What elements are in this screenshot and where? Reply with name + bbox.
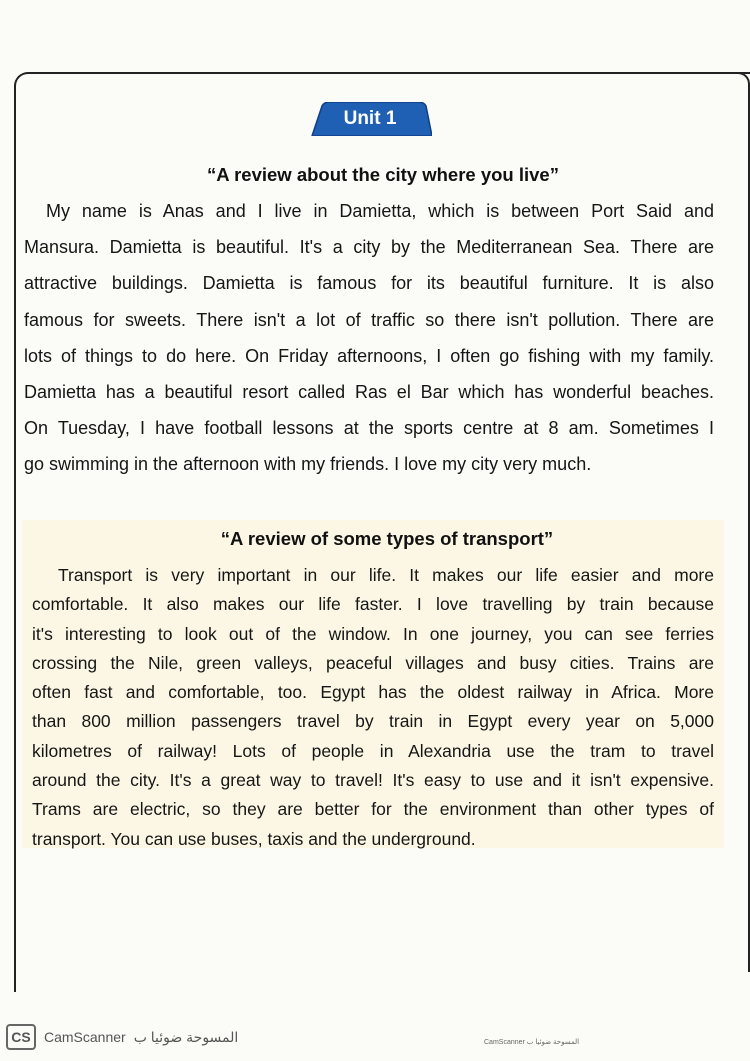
section1-line: attractive buildings. Damietta is famous for its beautiful furniture. It is also — [24, 273, 714, 294]
section2-line: crossing the Nile, green valleys, peaceful villages and busy cities. Trains are — [32, 652, 714, 673]
section1-line: Mansura. Damietta is beautiful. It's a city by the Mediterranean Sea. There are — [24, 237, 714, 258]
section1-line: On Tuesday, I have football lessons at the sports centre at 8 am. Sometimes I — [24, 418, 714, 439]
unit-tab — [308, 102, 432, 136]
section1-line: go swimming in the afternoon with my friends. I love my city very much. — [24, 454, 592, 475]
section1-line: lots of things to do here. On Friday afternoons, I often go fishing with my family. — [24, 345, 714, 366]
section2-line: kilometres of railway! Lots of people in Alexandria use the tram to travel — [32, 740, 714, 761]
section2-line: transport. You can use buses, taxis and the underground. — [32, 828, 476, 849]
section2-line: often fast and comfortable, too. Egypt has the oldest railway in Africa. More — [32, 682, 714, 703]
section1-paragraph — [24, 193, 714, 483]
section2-paragraph — [32, 561, 714, 854]
section2-line: it's interesting to look out of the window. In one journey, you can see ferries — [32, 623, 714, 644]
section1-line: My name is Anas and I live in Damietta, which is between Port Said and — [46, 201, 714, 221]
camscanner-app-name: CamScanner — [44, 1029, 126, 1045]
section2-line: around the city. It's a great way to travel! It's easy to use and it isn't expensive. — [32, 770, 714, 791]
section2-line: Transport is very important in our life. It makes our life easier and more — [58, 565, 714, 585]
section1-heading: “A review about the city where you live” — [207, 164, 559, 185]
section1-line: famous for sweets. There isn't a lot of traffic so there isn't pollution. There are — [24, 309, 714, 330]
section2-line: comfortable. It also makes our life faster. I love travelling by train because — [32, 594, 714, 615]
section2-line: Trams are electric, so they are better for the environment than other types of — [32, 799, 714, 820]
unit-label: Unit 1 — [343, 108, 397, 129]
section1-line: Damietta has a beautiful resort called Ras el Bar which has wonderful beaches. — [24, 382, 714, 403]
camscanner-logo-icon: CS — [6, 1024, 36, 1050]
section2-heading: “A review of some types of transport” — [220, 528, 554, 549]
section2-line: than 800 million passengers travel by train in Egypt every year on 5,000 — [32, 711, 714, 732]
camscanner-arabic-caption: المسوحة ضوئيا ب — [133, 1028, 239, 1045]
camscanner-small-caption: CamScanner المسوحة ضوئيا ب — [484, 1039, 580, 1046]
page-frame-right-edge — [734, 72, 750, 972]
camscanner-watermark — [6, 1020, 238, 1054]
